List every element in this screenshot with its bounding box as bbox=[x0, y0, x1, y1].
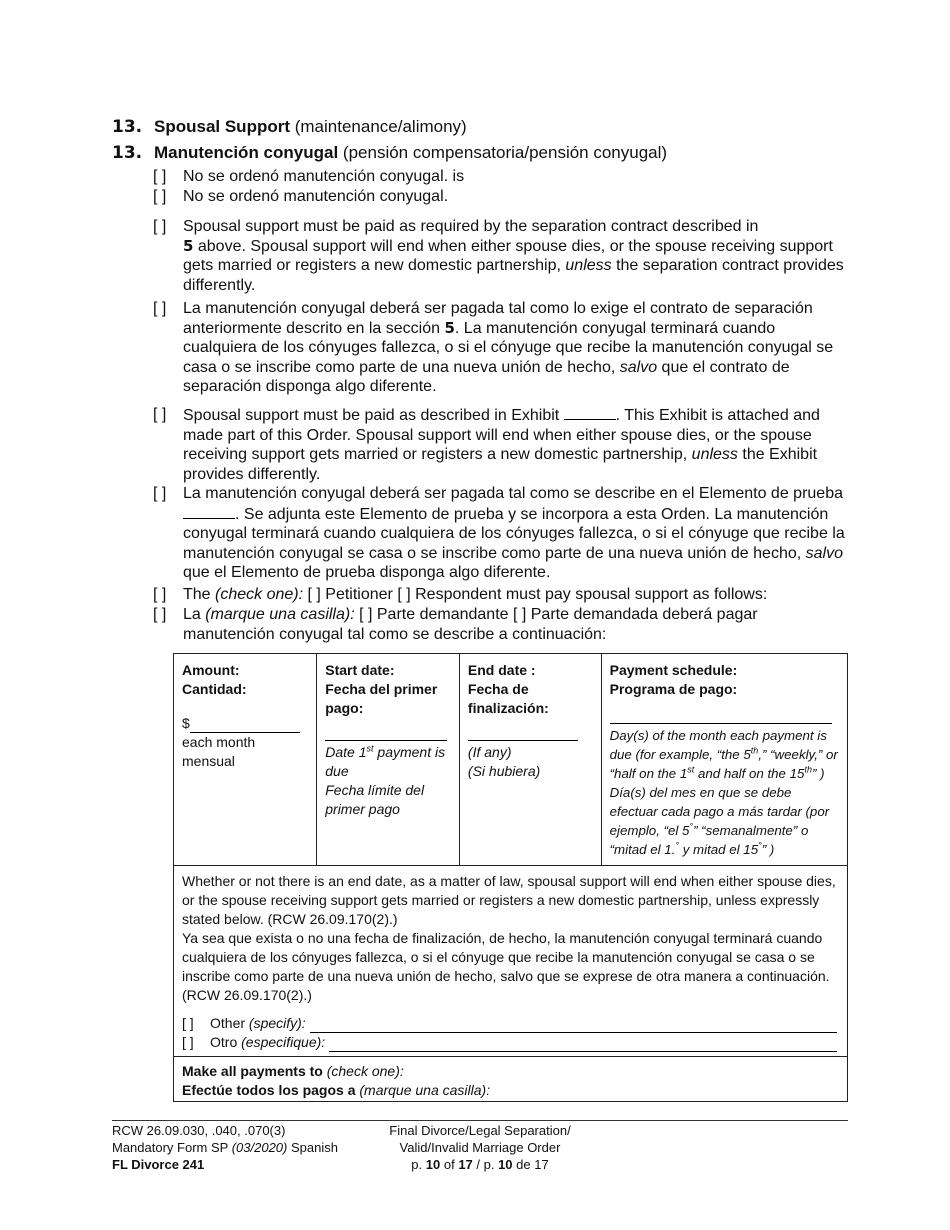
text: Day(s) of the month each payment is due (for example, “the 5 bbox=[609, 728, 827, 762]
section-heading-en bbox=[112, 116, 467, 138]
text-italic: salvo bbox=[619, 358, 658, 376]
support-table bbox=[173, 653, 848, 1102]
payments-es bbox=[182, 1081, 839, 1100]
text-italic: (check one): bbox=[215, 586, 304, 603]
amount-blank[interactable] bbox=[190, 716, 300, 733]
amount-cell bbox=[174, 654, 317, 866]
section-title-es: Manutención conyugal bbox=[154, 143, 339, 162]
sup: th bbox=[804, 764, 812, 775]
section-title-en: Spousal Support bbox=[154, 117, 290, 136]
note-content bbox=[174, 866, 847, 1056]
text: ” ) bbox=[761, 842, 775, 857]
section-number: 13. bbox=[112, 117, 143, 137]
text: and half on the 15 bbox=[694, 766, 805, 781]
sup: st bbox=[366, 743, 374, 754]
text: Spanish bbox=[287, 1140, 338, 1155]
footer-divider bbox=[112, 1120, 848, 1121]
note-es: Ya sea que exista o no una fecha de finalización, de hecho, la manutención conyugal terminará cuando cualquiera de los cónyuges fallezca, o si el cónyuge que recibe la manutención conyugal se casa o se inscribe como parte de una nueva unión de hecho, salvo que se exprese de otra manera a continuación. (RCW 26.09.170(2).) bbox=[182, 930, 830, 1003]
option-payer-en bbox=[153, 585, 853, 605]
text: . La manutención conyugal terminará cuando cualquiera de los cónyuges fallezca, o si el cónyuge que recibe la manutención conyugal se casa o se inscribe como parte de una nueva unión de hecho, bbox=[183, 319, 834, 376]
text-bold: Efectúe todos los pagos a bbox=[182, 1082, 356, 1098]
end-label-es: Fecha de finalización: bbox=[467, 681, 549, 716]
other-label: Other bbox=[210, 1015, 249, 1031]
amount-field[interactable] bbox=[182, 714, 308, 733]
text: [ ] Parte demandante [ ] Parte demandada deberá pagar manutención conyugal tal como se describe a continuación: bbox=[183, 606, 758, 643]
text: (Si hubiera) bbox=[467, 763, 541, 779]
option-no-support-1 bbox=[153, 167, 853, 187]
option-exhibit-es bbox=[153, 484, 853, 583]
section-ref: 5 bbox=[183, 236, 194, 255]
footer-left bbox=[112, 1122, 338, 1173]
other-row-en bbox=[182, 1014, 839, 1033]
text: / p. bbox=[472, 1157, 499, 1172]
footer-form bbox=[112, 1139, 338, 1156]
schedule-note bbox=[610, 726, 839, 859]
text: [ ] Petitioner [ ] Respondent must pay spousal support as follows: bbox=[303, 586, 768, 603]
text: La manutención conyugal deberá ser pagada tal como lo exige el contrato de separación anteriormente descrito en la sección bbox=[183, 300, 813, 337]
option-text bbox=[183, 299, 853, 397]
footer-title-1: Final Divorce/Legal Separation/ bbox=[389, 1123, 571, 1138]
option-separation-contract-es bbox=[153, 299, 853, 397]
note-en: Whether or not there is an end date, as a matter of law, spousal support will end when either spouse dies, or the spouse receiving support gets married or registers a new domestic partnership, unless expressly stated below. (RCW 26.09.170(2).) bbox=[182, 873, 836, 927]
amount-note: each month bbox=[182, 734, 256, 750]
section-title-en-paren: (maintenance/alimony) bbox=[294, 117, 467, 136]
table-row bbox=[174, 866, 848, 1057]
note-cell bbox=[174, 866, 848, 1057]
schedule-cell bbox=[601, 654, 847, 866]
schedule-blank[interactable] bbox=[610, 705, 832, 724]
checkbox[interactable]: [ ] bbox=[153, 485, 167, 502]
table-row bbox=[174, 654, 848, 866]
text: p. bbox=[411, 1157, 426, 1172]
text-italic: (03/2020) bbox=[231, 1140, 288, 1155]
footer-page bbox=[370, 1156, 590, 1173]
checkbox[interactable]: [ ] bbox=[153, 168, 167, 185]
text: the Exhibit provides differently. bbox=[183, 446, 818, 483]
checkbox[interactable]: [ ] bbox=[182, 1015, 194, 1031]
text: Date 1 bbox=[325, 744, 367, 760]
footer-rcw: RCW 26.09.030, .040, .070(3) bbox=[112, 1123, 286, 1138]
option-payer-es bbox=[153, 605, 853, 644]
text: The bbox=[183, 586, 216, 603]
sup: ° bbox=[675, 840, 680, 851]
start-content bbox=[317, 654, 459, 825]
option-text bbox=[183, 585, 853, 605]
option-text: No se ordenó manutención conyugal. is bbox=[183, 168, 465, 185]
footer-form-id: FL Divorce 241 bbox=[112, 1157, 205, 1172]
amount-note-es: mensual bbox=[182, 753, 235, 769]
checkbox[interactable]: [ ] bbox=[153, 188, 167, 205]
text: que el contrato de separación disponga algo diferente. bbox=[183, 358, 790, 396]
checkbox[interactable]: [ ] bbox=[153, 300, 167, 317]
option-text: No se ordenó manutención conyugal. bbox=[183, 188, 449, 205]
text: the separation contract provides differently. bbox=[183, 257, 844, 294]
option-text bbox=[183, 605, 853, 644]
text: ” ) bbox=[811, 766, 825, 781]
end-date-blank[interactable] bbox=[468, 722, 578, 741]
amount-label: Amount: bbox=[182, 662, 240, 678]
option-text bbox=[183, 484, 853, 583]
other-blank[interactable] bbox=[310, 1017, 837, 1033]
text: Spousal support must be paid as required by the separation contract described in bbox=[183, 218, 759, 235]
text-italic: salvo bbox=[805, 544, 843, 562]
text: que el Elemento de prueba disponga algo diferente. bbox=[183, 564, 551, 582]
checkbox[interactable]: [ ] bbox=[153, 406, 167, 423]
text: Mandatory Form SP bbox=[112, 1140, 232, 1155]
text: of bbox=[440, 1157, 459, 1172]
payments-cell bbox=[174, 1057, 848, 1102]
start-note bbox=[325, 743, 451, 819]
text: Día(s) del mes en que se debe efectuar cada pago a más tardar (por ejemplo, “el 5 bbox=[609, 785, 830, 838]
checkbox[interactable]: [ ] bbox=[153, 606, 167, 623]
text: above. Spousal support will end when either spouse dies, or the spouse receiving support gets married or registers a new domestic partnership, bbox=[183, 237, 833, 275]
text: (If any) bbox=[467, 744, 512, 760]
schedule-content bbox=[602, 654, 847, 865]
end-content bbox=[460, 654, 601, 787]
other-blank-es[interactable] bbox=[329, 1036, 837, 1052]
footer-title-2: Valid/Invalid Marriage Order bbox=[399, 1140, 561, 1155]
text: de 17 bbox=[512, 1157, 549, 1172]
page-total: 17 bbox=[458, 1157, 473, 1172]
schedule-label: Payment schedule: bbox=[609, 662, 738, 678]
schedule-label-es: Programa de pago: bbox=[609, 681, 738, 697]
exhibit-blank-es[interactable] bbox=[183, 504, 235, 519]
other-row-es bbox=[182, 1033, 839, 1052]
end-label: End date : bbox=[467, 662, 536, 678]
amount-label-es: Cantidad: bbox=[182, 681, 247, 697]
text: Spousal support must be paid as described in Exhibit bbox=[183, 407, 564, 424]
start-cell bbox=[317, 654, 460, 866]
payments-en bbox=[182, 1062, 839, 1081]
other-label-italic: (specify): bbox=[248, 1015, 306, 1031]
sup: st bbox=[687, 764, 695, 775]
text: ,” “weekly,” or “half on the 1 bbox=[609, 747, 838, 781]
text: La bbox=[183, 606, 206, 623]
page-number: 10 bbox=[425, 1157, 441, 1172]
start-date-blank[interactable] bbox=[325, 722, 447, 741]
other-label-es: Otro bbox=[210, 1034, 242, 1050]
checkbox[interactable]: [ ] bbox=[153, 218, 167, 235]
text: . This Exhibit is attached and made part of this Order. Spousal support will end when either spouse dies, or the spouse receiving support gets married or registers a new domestic partnership, bbox=[183, 407, 820, 464]
checkbox[interactable]: [ ] bbox=[182, 1034, 194, 1050]
text: La manutención conyugal deberá ser pagada tal como se describe en el Elemento de prueba bbox=[183, 485, 843, 502]
text: Fecha límite del primer pago bbox=[325, 782, 425, 817]
footer-center bbox=[370, 1122, 590, 1173]
section-heading-es bbox=[112, 142, 667, 164]
end-note bbox=[468, 743, 593, 781]
start-label: Start date: bbox=[325, 662, 395, 678]
payments-content bbox=[174, 1057, 847, 1101]
text-bold: Make all payments to bbox=[182, 1063, 323, 1079]
other-label-italic-es: (especifique): bbox=[241, 1034, 326, 1050]
text: . Se adjunta este Elemento de prueba y se incorpora a esta Orden. La manutención conyugal terminará cuando cualquiera de los cónyuges fallezca, o si el cónyuge que recibe la manutención conyugal se casa o se inscribe como parte de una nueva unión de hecho, bbox=[183, 505, 845, 562]
option-no-support-2 bbox=[153, 187, 853, 207]
option-text bbox=[183, 405, 853, 484]
text-italic: (check one): bbox=[322, 1063, 404, 1079]
text-italic: unless bbox=[691, 446, 738, 464]
section-number-es: 13. bbox=[112, 143, 143, 163]
sup: th bbox=[750, 745, 759, 756]
sup: ° bbox=[689, 821, 694, 832]
text-italic: (marque una casilla): bbox=[205, 606, 355, 623]
text: y mitad el 15 bbox=[679, 842, 759, 857]
end-cell bbox=[459, 654, 601, 866]
table-row bbox=[174, 1057, 848, 1102]
dollar-sign: $ bbox=[182, 715, 190, 731]
checkbox[interactable]: [ ] bbox=[153, 586, 167, 603]
text: ” “semanalmente” o “mitad el 1. bbox=[609, 823, 809, 857]
text-italic: (marque una casilla): bbox=[355, 1082, 491, 1098]
text: payment is due bbox=[325, 744, 446, 779]
exhibit-blank[interactable] bbox=[564, 405, 616, 420]
section-title-es-paren: (pensión compensatoria/pensión conyugal) bbox=[342, 143, 668, 162]
option-exhibit-en bbox=[153, 405, 853, 484]
section-ref: 5 bbox=[444, 318, 455, 337]
page-number-es: 10 bbox=[498, 1157, 513, 1172]
text-italic: unless bbox=[565, 257, 612, 275]
amount-content bbox=[174, 654, 316, 777]
option-separation-contract-en bbox=[153, 217, 853, 295]
option-text bbox=[183, 217, 853, 295]
start-label-es: Fecha del primer pago: bbox=[325, 681, 438, 716]
sup: ° bbox=[758, 840, 762, 851]
